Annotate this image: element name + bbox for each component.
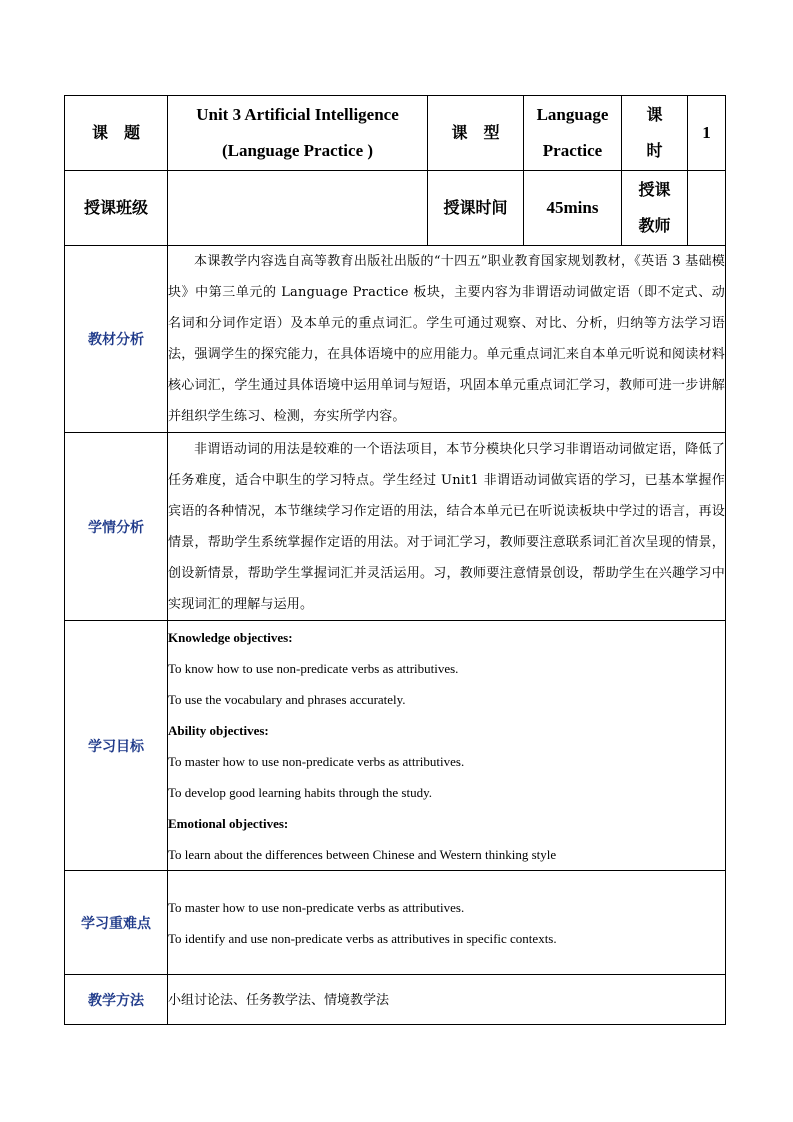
teacher-label <box>622 171 688 246</box>
period-value: 1 <box>688 96 726 171</box>
emotional-objectives-heading: Emotional objectives: <box>168 815 289 831</box>
class-label: 授课班级 <box>65 171 168 246</box>
key-points-row <box>65 871 726 975</box>
material-analysis-row <box>65 246 726 433</box>
ability-objective-item: To develop good learning habits through the study. <box>168 784 432 800</box>
topic-title <box>168 96 428 171</box>
material-analysis-text: 本课教学内容选自高等教育出版社出版的“十四五”职业教育国家规划教材，《英语 3 基础模块》中第三单元的 Language Practice 板块，主要内容为非谓语动词做定语（即不定式、动名词和分词作定语）及本单元的重点词汇。学生可通过观察、对比、分析，归纳等方法学习语法，强调学生的探究能力，在具体语境中的应用能力。单元重点词汇来自本单元听说和阅读材料核心词汇，学生通过具体语境中运用单词与短语，巩固本单元重点词汇学习，教师可进一步讲解并组织学生练习、检测，夯实所学内容。 <box>168 246 726 433</box>
knowledge-objective-item: To use the vocabulary and phrases accurately. <box>168 691 406 707</box>
class-value <box>168 171 428 246</box>
knowledge-objective-item: To know how to use non-predicate verbs as attributives. <box>168 660 459 676</box>
key-point-item: To identify and use non-predicate verbs as attributives in specific contexts. <box>168 930 557 946</box>
learner-analysis-text: 非谓语动词的用法是较难的一个语法项目，本节分模块化只学习非谓语动词做定语，降低了任务难度，适合中职生的学习特点。学生经过 Unit1 非谓语动词做宾语的学习，已基本掌握作宾语的各种情况，本节继续学习作定语的用法，结合本单元已在听说读板块中学过的语言，再设情景，帮助学生系统掌握作定语的用法。对于词汇学习，教师要注意联系词汇首次呈现的情景，创设新情景，帮助学生掌握词汇并灵活运用。习，教师要注意情景创设，帮助学生在兴趣学习中实现词汇的理解与运用。 <box>168 433 726 621</box>
emotional-objective-item: To learn about the differences between Chinese and Western thinking style <box>168 846 557 862</box>
lesson-plan-table <box>64 95 726 1025</box>
knowledge-objectives-heading: Knowledge objectives: <box>168 629 293 645</box>
objectives-content <box>168 621 726 871</box>
material-analysis-label: 教材分析 <box>65 246 168 433</box>
type-value-line1: Language <box>536 105 609 124</box>
topic-title-line1: Unit 3 Artificial Intelligence <box>196 105 399 124</box>
header-row-topic <box>65 96 726 171</box>
type-value <box>524 96 622 171</box>
topic-label: 课 题 <box>65 96 168 171</box>
methods-text: 小组讨论法、任务教学法、情境教学法 <box>168 975 726 1025</box>
type-value-line2: Practice <box>542 141 603 160</box>
learner-analysis-row <box>65 433 726 621</box>
methods-label: 教学方法 <box>65 975 168 1025</box>
time-label: 授课时间 <box>428 171 524 246</box>
period-label <box>622 96 688 171</box>
period-label-line2: 时 <box>646 141 663 160</box>
period-label-line1: 课 <box>646 105 663 124</box>
learner-analysis-label: 学情分析 <box>65 433 168 621</box>
ability-objective-item: To master how to use non-predicate verbs as attributives. <box>168 753 465 769</box>
topic-title-line2: (Language Practice ) <box>221 141 374 160</box>
teacher-label-line2: 教师 <box>638 216 671 235</box>
key-point-item: To master how to use non-predicate verbs as attributives. <box>168 899 465 915</box>
key-points-label: 学习重难点 <box>65 871 168 975</box>
ability-objectives-heading: Ability objectives: <box>168 722 269 738</box>
teacher-value <box>688 171 726 246</box>
objectives-row <box>65 621 726 871</box>
methods-row <box>65 975 726 1025</box>
type-label: 课 型 <box>428 96 524 171</box>
objectives-label: 学习目标 <box>65 621 168 871</box>
time-value: 45mins <box>524 171 622 246</box>
key-points-content <box>168 871 726 975</box>
header-row-class <box>65 171 726 246</box>
teacher-label-line1: 授课 <box>638 180 671 199</box>
